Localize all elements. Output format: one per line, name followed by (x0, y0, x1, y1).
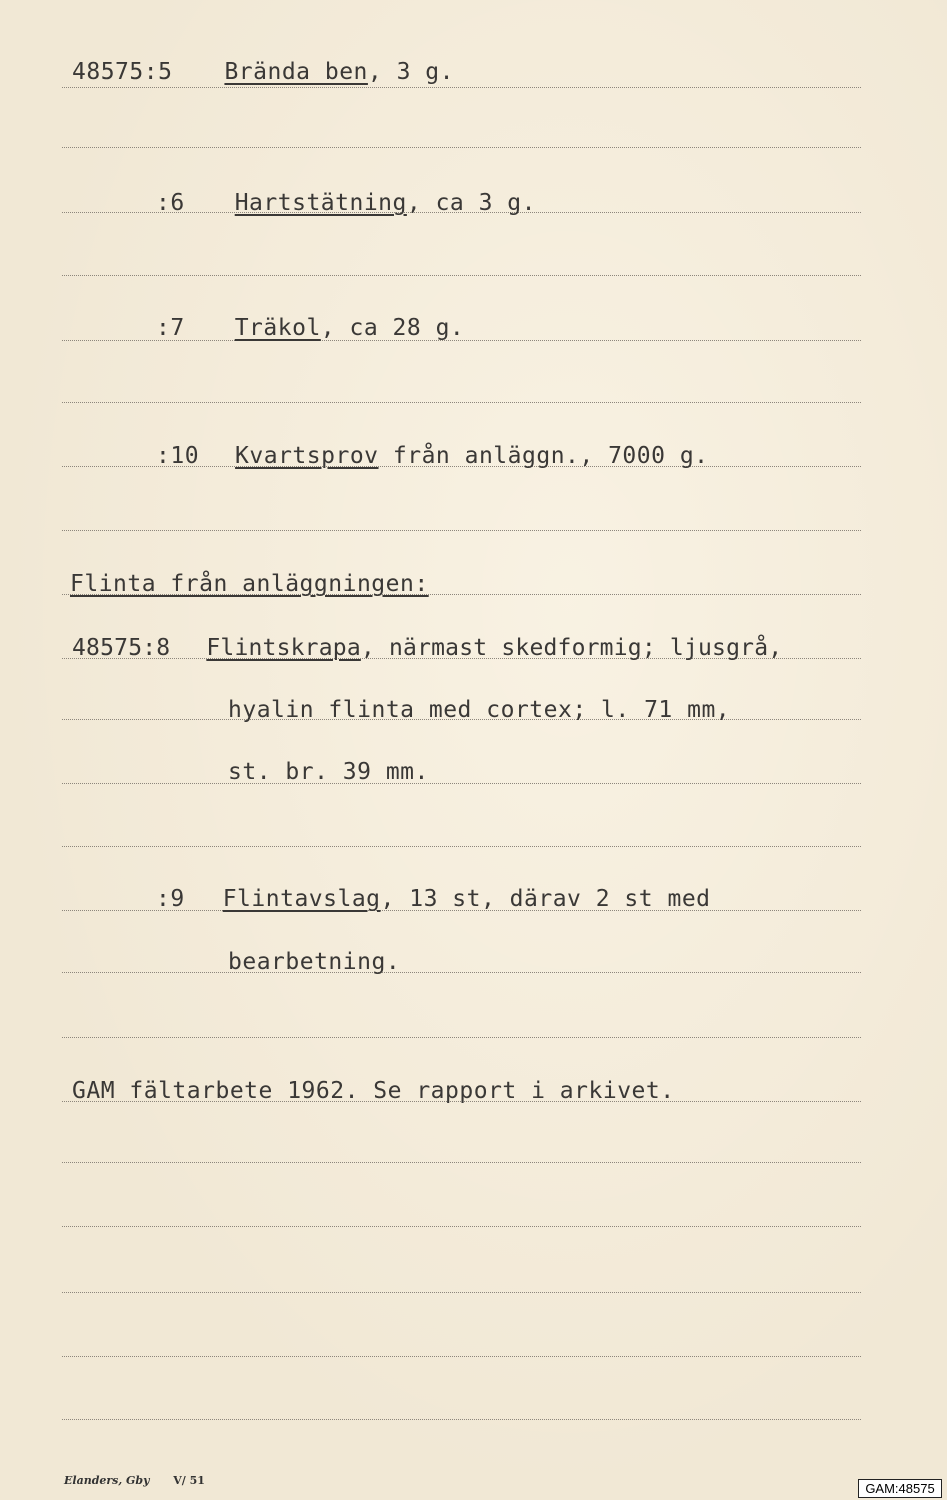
ruled-line (62, 147, 861, 148)
entry-text: från anläggn., 7000 g. (378, 443, 709, 469)
entry-number: :7 (156, 315, 185, 341)
entry-text: hyalin flinta med cortex; l. 71 mm, (228, 697, 731, 723)
printer-code: V/ 51 (173, 1474, 205, 1487)
entry-line (156, 190, 536, 216)
entry-line (72, 635, 782, 661)
entry-text: , ca 3 g. (406, 190, 536, 216)
entry-continuation (228, 949, 400, 975)
ruled-line (62, 1292, 861, 1293)
catalog-tag: GAM:48575 (858, 1479, 942, 1498)
ruled-line (62, 1037, 861, 1038)
archive-note-text: GAM fältarbete 1962. Se rapport i arkivet. (72, 1078, 675, 1104)
entry-continuation (228, 697, 730, 723)
entry-title: Träkol (234, 315, 321, 341)
entry-number: :6 (156, 190, 185, 216)
entry-text: , 13 st, därav 2 st med (380, 886, 711, 912)
entry-line (156, 315, 464, 341)
entry-title: Kvartsprov (235, 443, 379, 469)
entry-text: , närmast skedformig; ljusgrå, (360, 635, 783, 661)
ruled-line (62, 530, 861, 531)
ruled-line (62, 402, 861, 403)
entry-continuation (228, 759, 429, 785)
entry-text: , ca 28 g. (320, 315, 465, 341)
ruled-line (62, 1162, 861, 1163)
entry-number: 48575:5 (72, 59, 173, 85)
ruled-line (62, 275, 861, 276)
entry-number: 48575:8 (72, 635, 171, 661)
ruled-line (62, 1356, 861, 1357)
entry-text: bearbetning. (228, 949, 401, 975)
ruled-line (62, 1226, 861, 1227)
entry-line (156, 886, 711, 912)
entry-title: Flintskrapa (206, 635, 361, 661)
entry-title: Flintavslag (222, 886, 381, 912)
entry-title: Hartstätning (234, 190, 407, 216)
entry-text: , 3 g. (367, 59, 455, 85)
section-heading (70, 571, 429, 597)
ruled-line (62, 846, 861, 847)
section-heading-text: Flinta från anläggningen: (70, 571, 429, 597)
entry-title: Brända ben (224, 59, 368, 85)
entry-number: :10 (156, 443, 200, 469)
archive-note (72, 1078, 675, 1104)
entry-text: st. br. 39 mm. (228, 759, 429, 785)
entry-line (72, 59, 454, 85)
ruled-line (62, 972, 861, 973)
ruled-line (62, 1419, 861, 1420)
ruled-line (62, 783, 861, 784)
entry-number: :9 (156, 886, 185, 912)
printer-mark (64, 1474, 205, 1487)
ruled-line (62, 87, 861, 88)
entry-line (156, 443, 709, 469)
printer-name: Elanders, Gby (64, 1474, 150, 1487)
